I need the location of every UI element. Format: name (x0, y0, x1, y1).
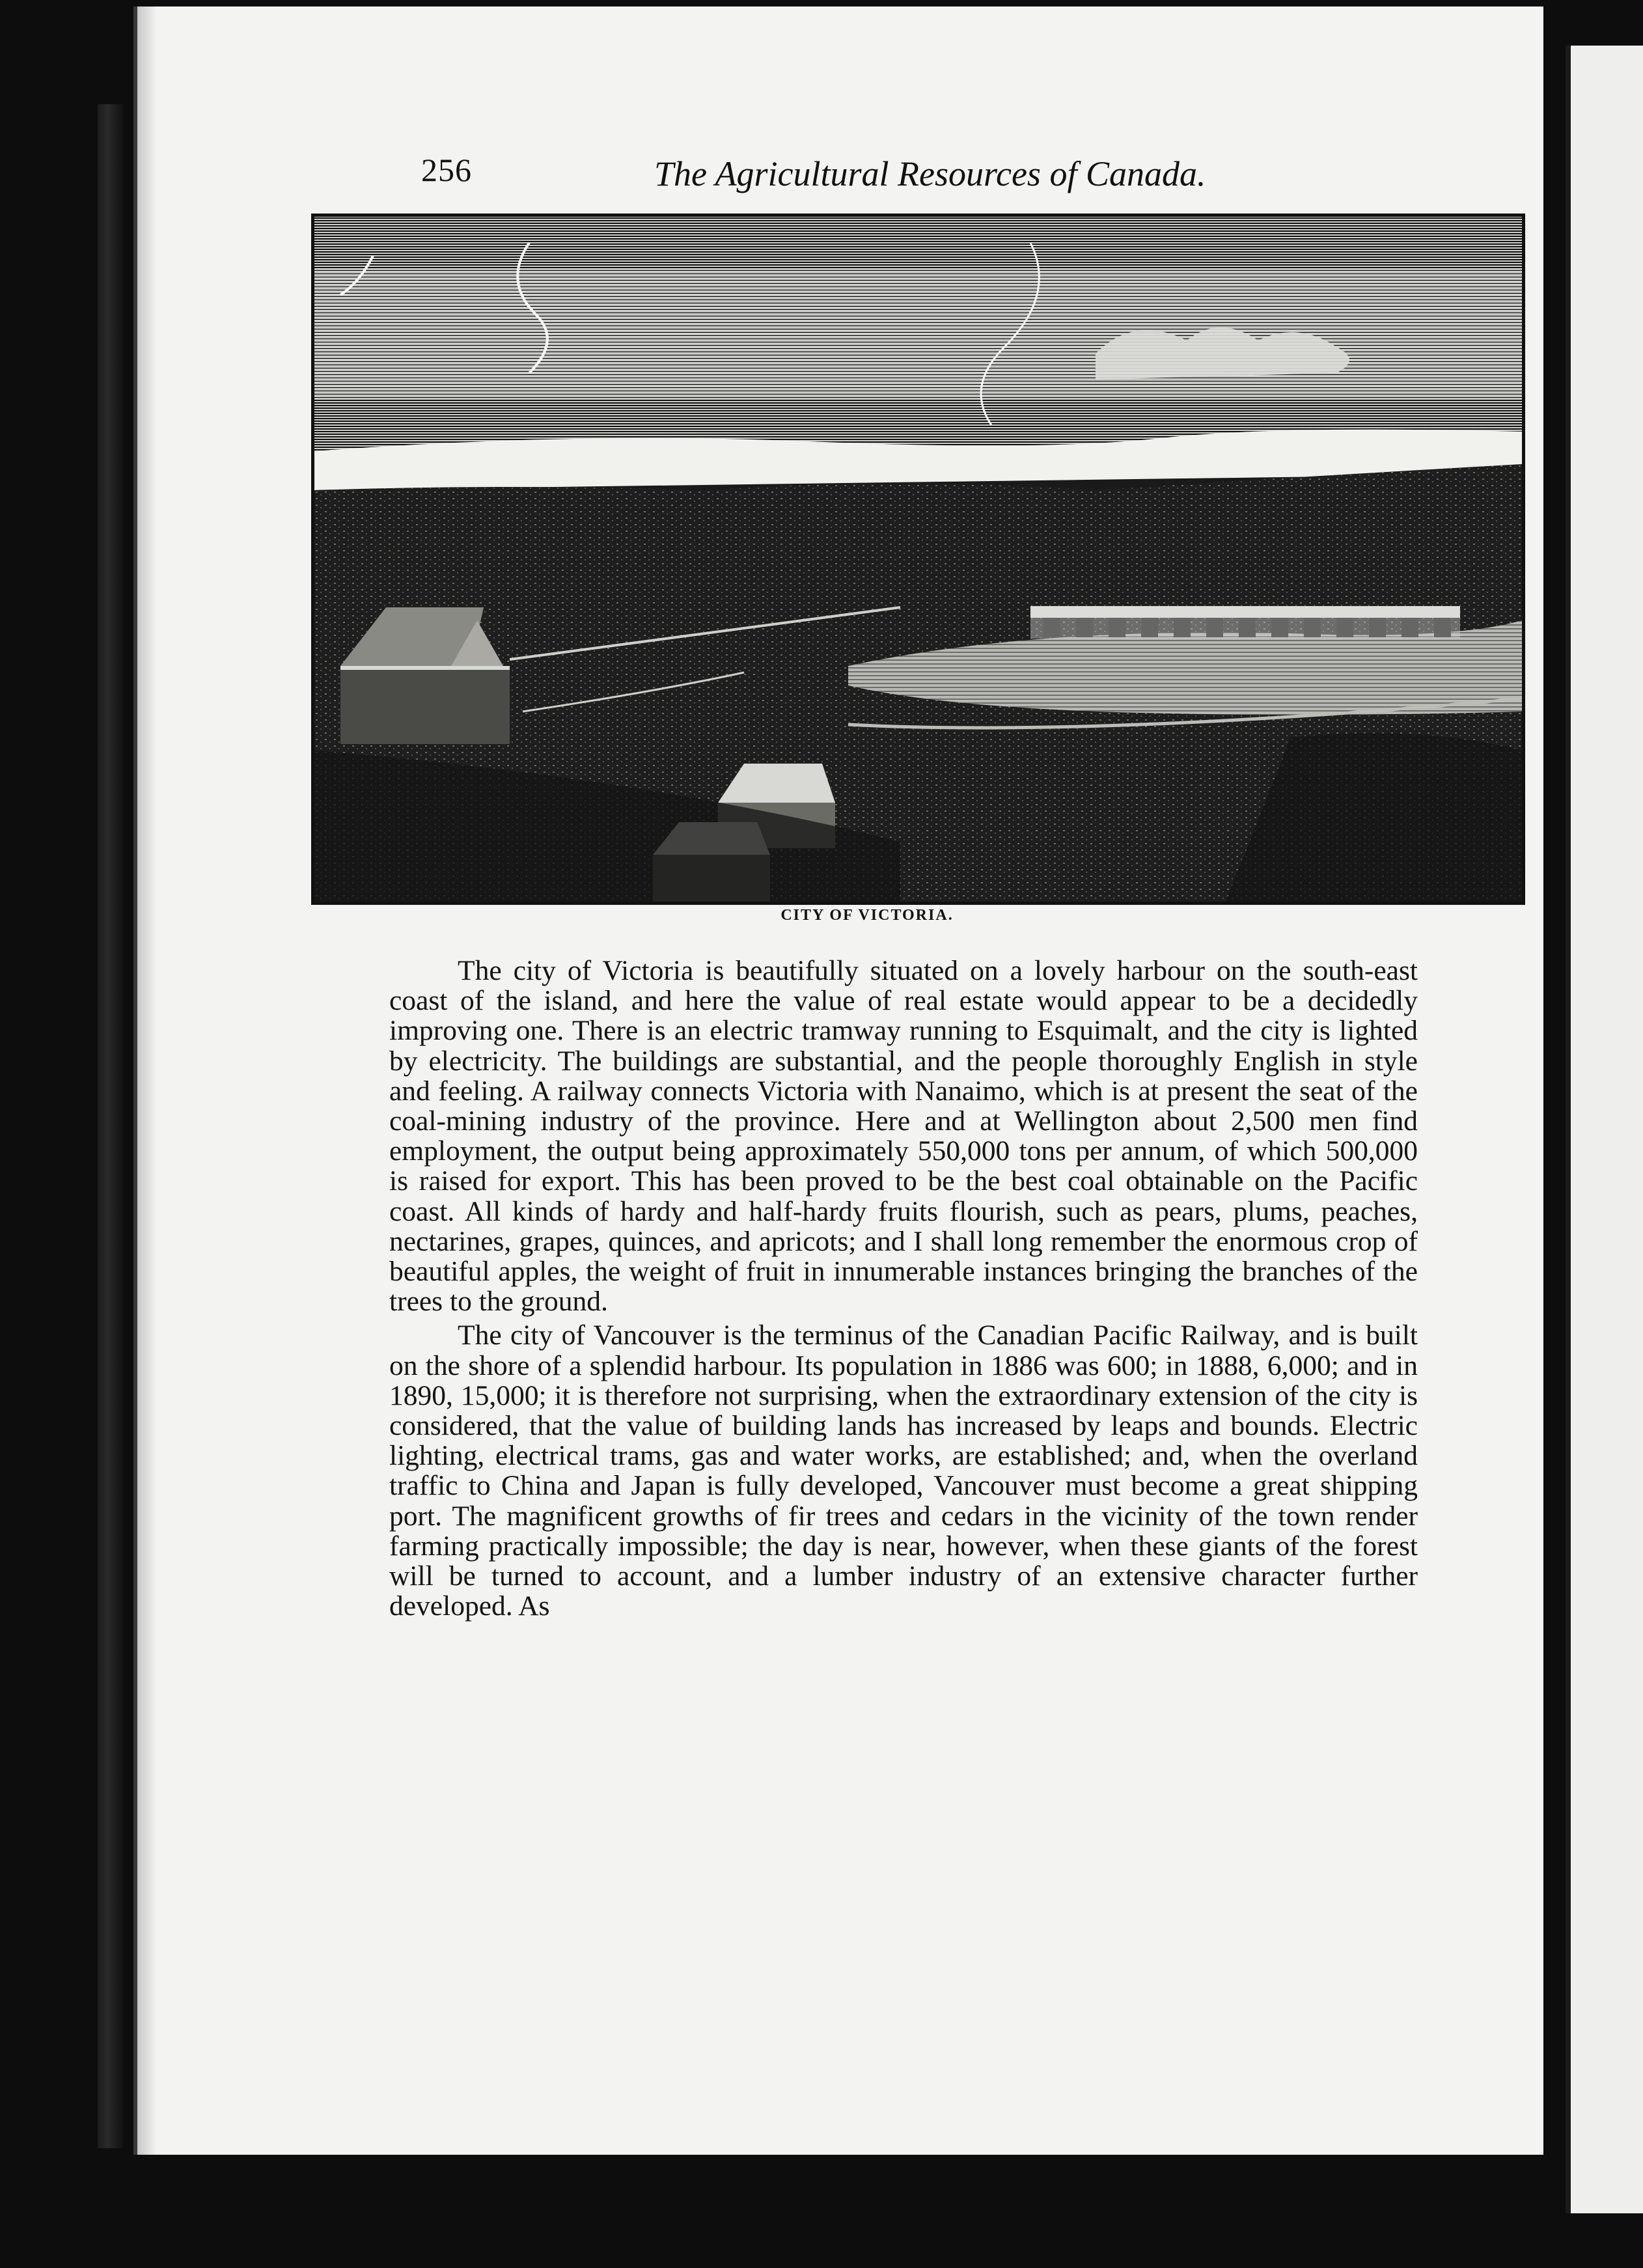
engraving-illustration (311, 214, 1525, 905)
facing-page-edge (1566, 46, 1643, 2213)
book-binding-edge (98, 104, 124, 2148)
paragraph-vancouver: The city of Vancouver is the terminus of the Canadian Pacific Railway, and is built on the shore of a splendid harbour. Its population in 1886 was 600; in 1888, 6,000; and in 1890, 15,000; it is therefore not surprising, when the extraordinary extension of the city is considered, that the value of building lands has increased by leaps and bounds. Electric lighting, electrical trams, gas and water works, are established; and, when the overland traffic to China and Japan is fully developed, Vancouver must become a great shipping port. The magnificent growths of fir trees and cedars in the vicinity of the town render farming practically impossible; the day is near, however, when these giants of the forest will be turned to account, and a lumber industry of an extensive character further developed. As (389, 1320, 1418, 1622)
running-head (283, 148, 1214, 201)
page-gutter-shadow (137, 7, 157, 2155)
bridge (1030, 606, 1460, 639)
paragraph-victoria: The city of Victoria is beautifully situated on a lovely harbour on the south-east coast of the island, and here the value of real estate would appear to be a decidedly improving one. There is an electric tramway running to Esquimalt, and the city is lighted by electricity. The buildings are substantial, and the people thoroughly English in style and feeling. A railway connects Victoria with Nanaimo, which is at present the seat of the coal-mining industry of the province. Here and at Wellington about 2,500 men find employment, the output being approximately 550,000 tons per annum, of which 500,000 is raised for export. This has been proved to be the best coal obtainable on the Pacific coast. All kinds of hardy and half-hardy fruits flourish, such as pears, plums, peaches, nectarines, grapes, quinces, and apricots; and I shall long remember the enormous crop of beautiful apples, the weight of fruit in innumerable instances bringing the branches of the trees to the ground. (389, 955, 1418, 1318)
city-engraving (314, 217, 1522, 902)
running-title: The Agricultural Resources of Canada. (654, 154, 1206, 193)
body-text (389, 956, 1418, 1625)
page-number: 256 (421, 152, 472, 188)
illustration-caption: CITY OF VICTORIA. (780, 907, 954, 924)
